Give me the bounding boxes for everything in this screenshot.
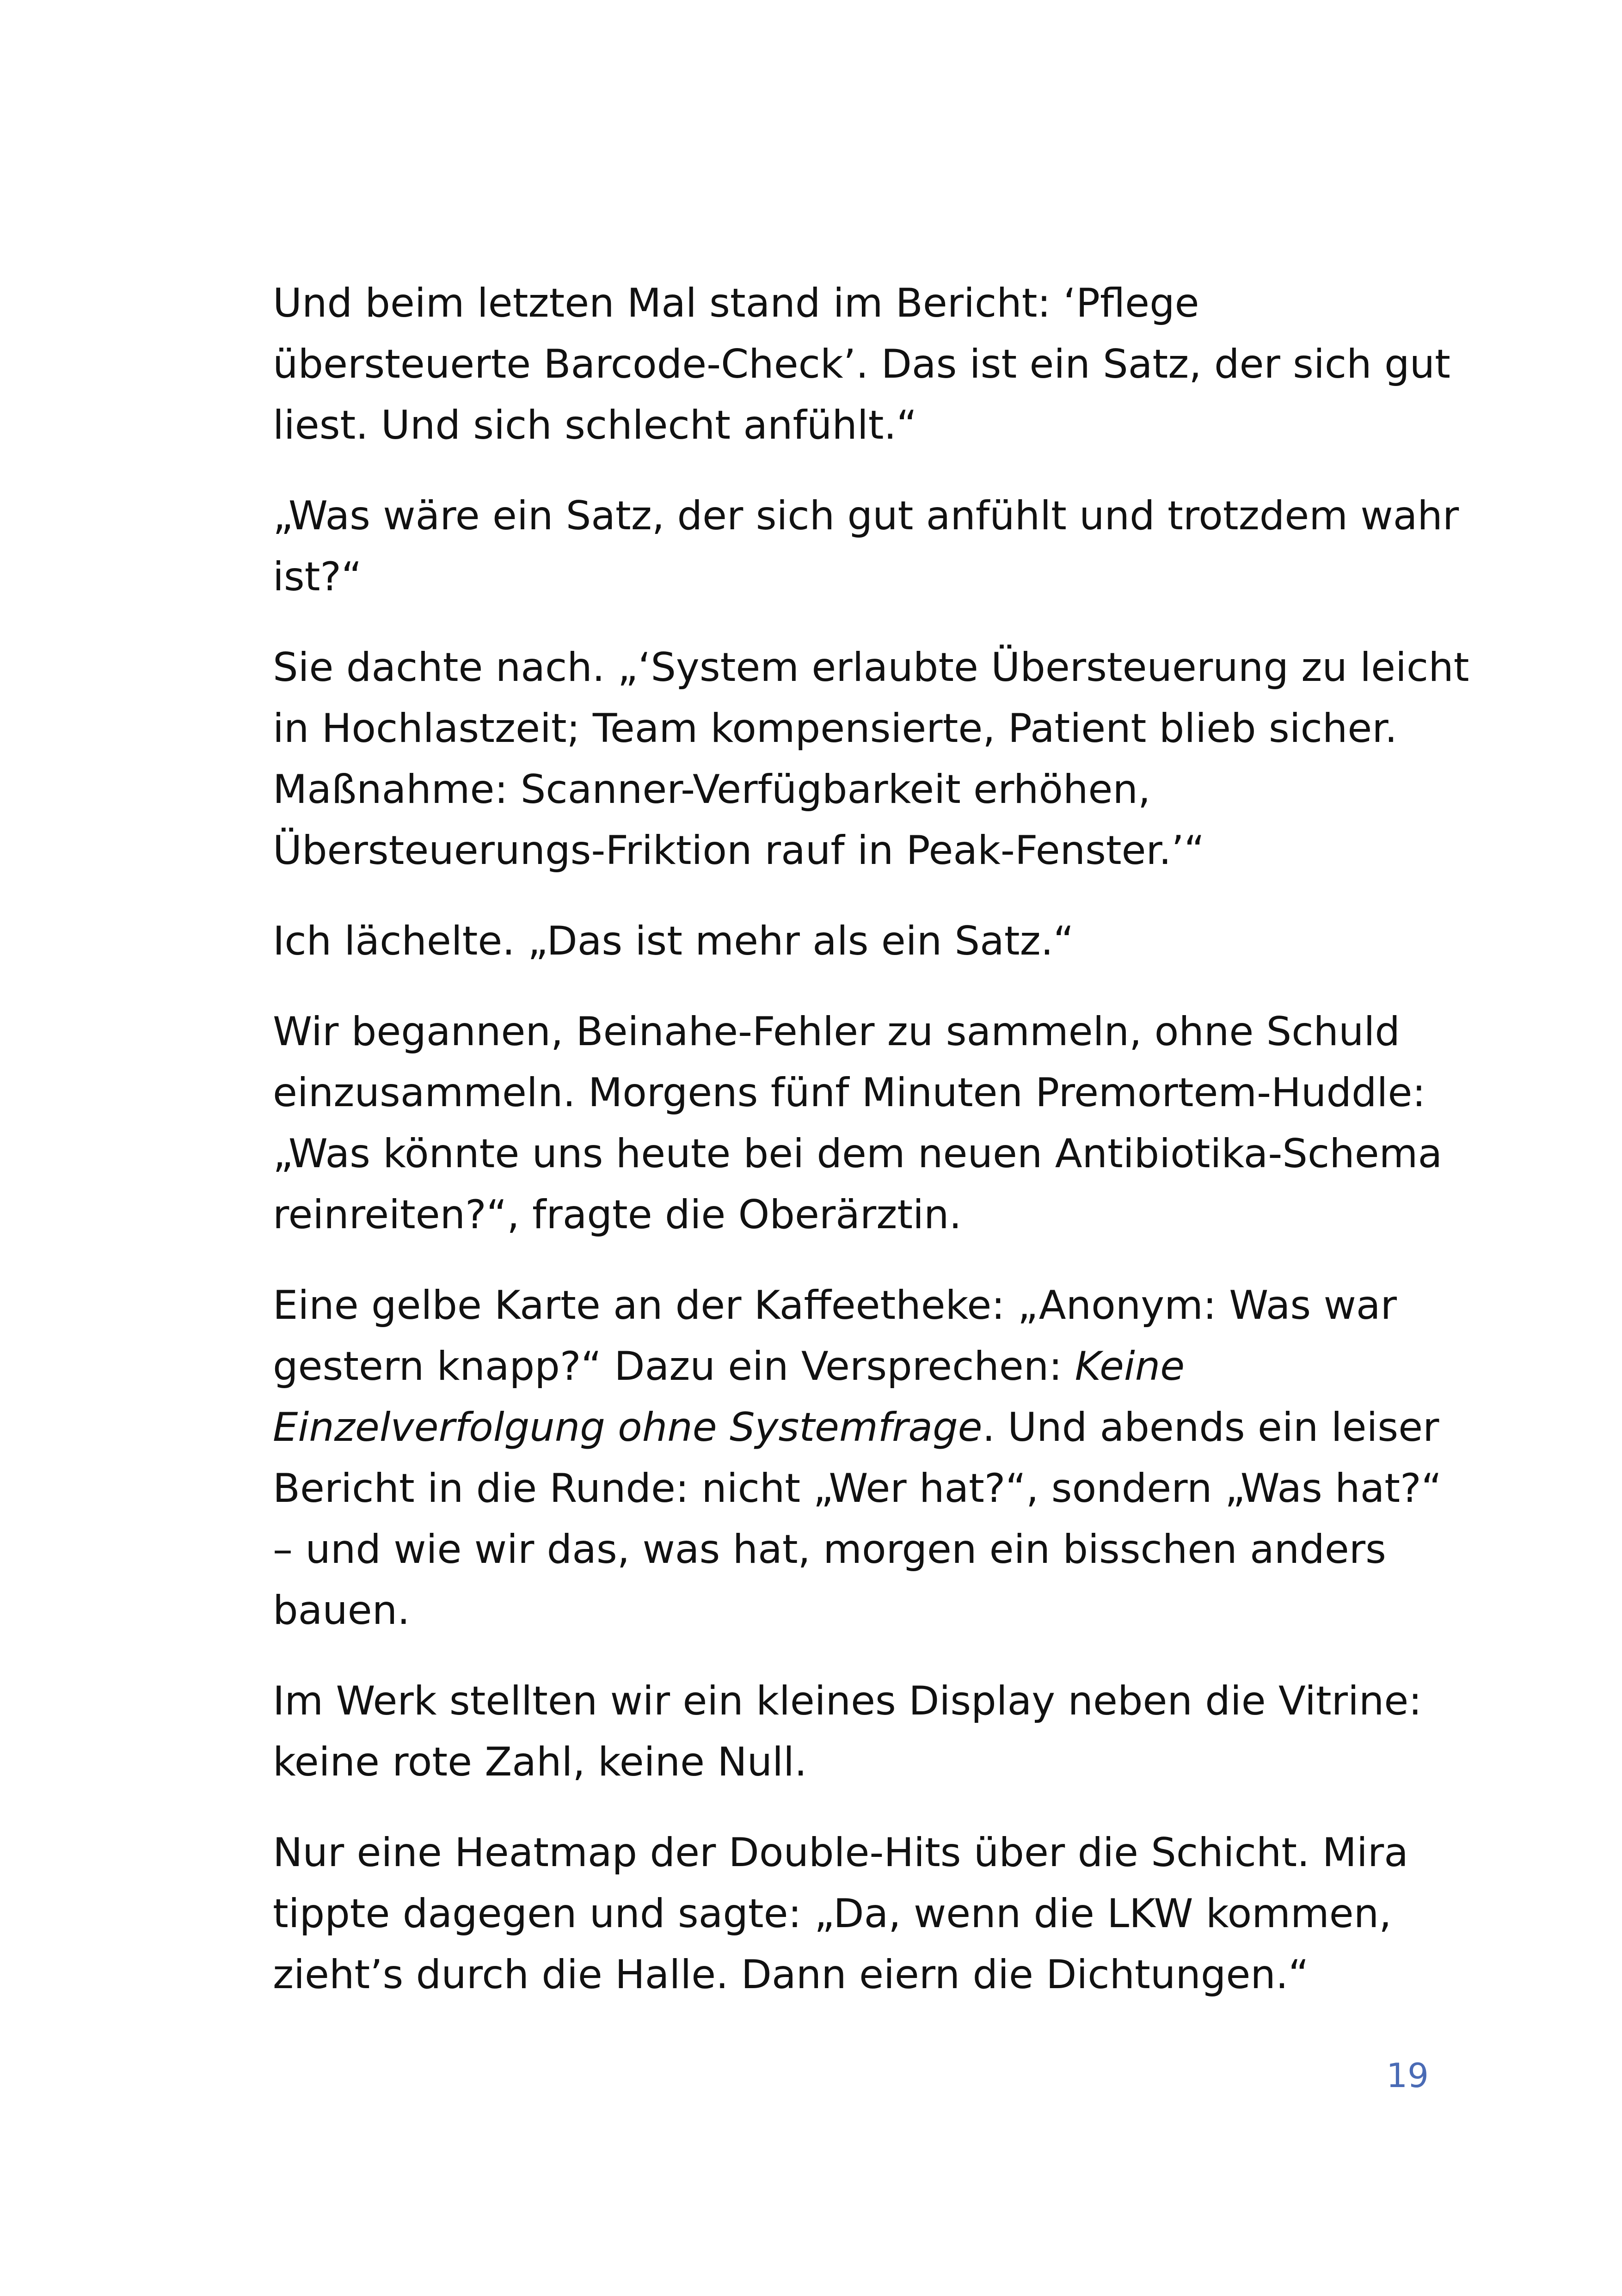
- text-segment: übersteuerte Barcode-Check’. Das ist ein Satz, der sich gut: [273, 341, 1450, 387]
- text-line: [273, 273, 1410, 334]
- text-line: [273, 1883, 1410, 1944]
- text-line: [273, 1062, 1426, 1123]
- text-segment: Nur eine Heatmap der Double-Hits über die Schicht. Mira: [273, 1830, 1408, 1876]
- paragraph: [273, 485, 1459, 607]
- text-segment: reinreiten?“, fragte die Oberärztin.: [273, 1192, 962, 1238]
- text-line: [273, 1732, 1410, 1793]
- italic-text: Einzelverfolgung ohne Systemfrage: [273, 1404, 983, 1451]
- text-segment: einzusammeln. Morgens fünf Minuten Premortem-Huddle:: [273, 1070, 1426, 1116]
- text-segment: bauen.: [273, 1587, 410, 1634]
- body-text: [273, 273, 1469, 2035]
- text-segment: . Und abends ein leiser: [982, 1404, 1439, 1451]
- text-line: [273, 546, 1410, 607]
- text-segment: zieht’s durch die Halle. Dann eiern die Dichtungen.“: [273, 1952, 1309, 1998]
- text-segment: Sie dachte nach. „‘System erlaubte Übersteuerung zu leicht: [273, 644, 1469, 691]
- text-line: [273, 759, 1410, 820]
- text-segment: „Was wäre ein Satz, der sich gut anfühlt und trotzdem wahr: [273, 493, 1459, 539]
- text-line: [273, 637, 1469, 698]
- paragraph: [273, 911, 1410, 972]
- text-line: [273, 1580, 1410, 1641]
- text-segment: liest. Und sich schlecht anfühlt.“: [273, 402, 917, 448]
- text-segment: Wir begannen, Beinahe-Fehler zu sammeln, ohne Schuld: [273, 1009, 1401, 1055]
- text-line: [273, 1336, 1410, 1397]
- text-line: [273, 1944, 1410, 2005]
- text-line: [273, 1519, 1410, 1580]
- text-segment: gestern knapp?“ Dazu ein Versprechen:: [273, 1343, 1075, 1390]
- text-segment: Ich lächelte. „Das ist mehr als ein Satz.“: [273, 918, 1074, 964]
- text-line: [273, 1184, 1410, 1245]
- text-segment: Bericht in die Runde: nicht „Wer hat?“, sondern „Was hat?“: [273, 1465, 1442, 1512]
- text-line: [273, 911, 1410, 972]
- italic-text: Keine: [1075, 1343, 1185, 1390]
- text-segment: keine rote Zahl, keine Null.: [273, 1739, 807, 1785]
- paragraph: [273, 1001, 1443, 1245]
- page-number: 19: [1386, 2056, 1429, 2095]
- text-segment: Übersteuerungs-Friktion rauf in Peak-Fenster.’“: [273, 827, 1205, 874]
- text-segment: in Hochlastzeit; Team kompensierte, Patient blieb sicher.: [273, 705, 1398, 752]
- paragraph: [273, 1671, 1422, 1793]
- text-line: [273, 820, 1410, 881]
- paragraph: [273, 637, 1469, 881]
- text-line: [273, 1458, 1442, 1519]
- text-segment: Maßnahme: Scanner-Verfügbarkeit erhöhen,: [273, 766, 1151, 813]
- text-segment: Und beim letzten Mal stand im Bericht: ‘Pflege: [273, 280, 1199, 326]
- text-segment: Eine gelbe Karte an der Kaffeetheke: „Anonym: Was war: [273, 1282, 1397, 1329]
- text-segment: – und wie wir das, was hat, morgen ein bisschen anders: [273, 1526, 1386, 1573]
- text-line: [273, 485, 1459, 546]
- paragraph: [273, 1275, 1442, 1641]
- text-segment: ist?“: [273, 554, 362, 600]
- text-segment: tippte dagegen und sagte: „Da, wenn die LKW kommen,: [273, 1891, 1392, 1937]
- text-line: [273, 698, 1410, 759]
- text-segment: Im Werk stellten wir ein kleines Display neben die Vitrine:: [273, 1678, 1422, 1724]
- text-line: [273, 395, 1410, 456]
- text-line: [273, 1671, 1422, 1732]
- text-line: [273, 334, 1450, 395]
- paragraph: [273, 1822, 1410, 2005]
- text-line: [273, 1275, 1410, 1336]
- text-line: [273, 1397, 1439, 1458]
- text-line: [273, 1822, 1410, 1883]
- text-line: [273, 1123, 1443, 1184]
- paragraph: [273, 273, 1450, 456]
- text-segment: „Was könnte uns heute bei dem neuen Antibiotika-Schema: [273, 1131, 1443, 1177]
- text-line: [273, 1001, 1410, 1062]
